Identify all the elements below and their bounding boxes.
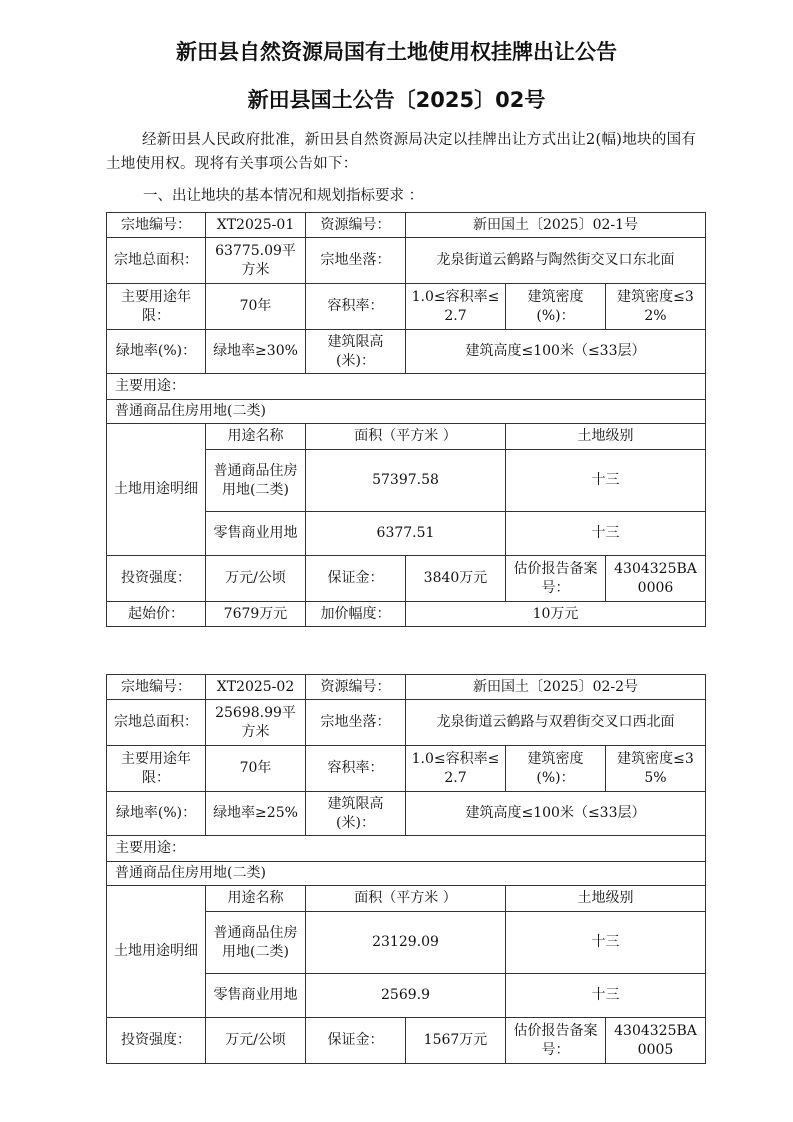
use-years-value: 70年: [206, 284, 306, 330]
deposit-value: 1567万元: [406, 1018, 506, 1064]
label-use-detail: 土地用途明细: [107, 424, 206, 556]
parcel-no-value: XT2025-01: [206, 213, 306, 238]
col-area: 面积（平方米 ）: [306, 424, 506, 450]
label-height-limit: 建筑限高(米)：: [306, 330, 406, 374]
use-name: 零售商业用地: [206, 512, 306, 556]
label-resource-no: 资源编号：: [306, 213, 406, 238]
col-area: 面积（平方米 ）: [306, 886, 506, 912]
height-limit-value: 建筑高度≤100米（≤33层）: [406, 792, 706, 836]
label-use-years: 主要用途年限：: [107, 746, 206, 792]
label-main-use: 主要用途：: [107, 836, 706, 862]
green-value: 绿地率≥25%: [206, 792, 306, 836]
label-deposit: 保证金：: [306, 1018, 406, 1064]
label-green: 绿地率(%)：: [107, 792, 206, 836]
far-value: 1.0≤容积率≤2.7: [406, 746, 506, 792]
label-main-use: 主要用途：: [107, 374, 706, 400]
use-name: 普通商品住房用地(二类): [206, 450, 306, 512]
use-grade: 十三: [506, 974, 706, 1018]
label-use-years: 主要用途年限：: [107, 284, 206, 330]
resource-no-value: 新田国土〔2025〕02-2号: [406, 675, 706, 700]
start-price-value: 7679万元: [206, 602, 306, 627]
col-use-name: 用途名称: [206, 886, 306, 912]
invest-value: 万元/公顷: [206, 1018, 306, 1064]
label-appraisal: 估价报告备案号：: [506, 556, 606, 602]
use-grade: 十三: [506, 512, 706, 556]
label-total-area: 宗地总面积：: [107, 700, 206, 746]
green-value: 绿地率≥30%: [206, 330, 306, 374]
appraisal-value: 4304325BA0006: [606, 556, 706, 602]
intro-paragraph: 经新田县人民政府批准，新田县自然资源局决定以挂牌出让方式出让2(幅)地块的国有土地使用权。现将有关事项公告如下：: [106, 132, 697, 172]
use-area: 2569.9: [306, 974, 506, 1018]
col-use-name: 用途名称: [206, 424, 306, 450]
label-deposit: 保证金：: [306, 556, 406, 602]
use-area: 57397.58: [306, 450, 506, 512]
main-use-value: 普通商品住房用地(二类): [107, 862, 706, 886]
label-far: 容积率：: [306, 746, 406, 792]
section-heading: 一、出让地块的基本情况和规划指标要求 ：: [143, 188, 424, 204]
col-grade: 土地级别: [506, 424, 706, 450]
total-area-value: 63775.09平方米: [206, 238, 306, 284]
label-start-price: 起始价：: [107, 602, 206, 627]
use-years-value: 70年: [206, 746, 306, 792]
use-grade: 十三: [506, 912, 706, 974]
label-invest: 投资强度：: [107, 556, 206, 602]
use-name: 零售商业用地: [206, 974, 306, 1018]
use-area: 6377.51: [306, 512, 506, 556]
document-title: 新田县自然资源局国有土地使用权挂牌出让公告: [176, 40, 617, 64]
far-value: 1.0≤容积率≤2.7: [406, 284, 506, 330]
appraisal-value: 4304325BA0005: [606, 1018, 706, 1064]
label-density: 建筑密度(%)：: [506, 746, 606, 792]
increment-value: 10万元: [406, 602, 706, 627]
label-total-area: 宗地总面积：: [107, 238, 206, 284]
location-value: 龙泉街道云鹤路与陶然街交叉口东北面: [406, 238, 706, 284]
label-use-detail: 土地用途明细: [107, 886, 206, 1018]
location-value: 龙泉街道云鹤路与双碧街交叉口西北面: [406, 700, 706, 746]
label-location: 宗地坐落：: [306, 700, 406, 746]
label-parcel-no: 宗地编号：: [107, 675, 206, 700]
total-area-value: 25698.99平方米: [206, 700, 306, 746]
parcel-table-1: [106, 212, 706, 627]
label-density: 建筑密度(%)：: [506, 284, 606, 330]
height-limit-value: 建筑高度≤100米（≤33层）: [406, 330, 706, 374]
deposit-value: 3840万元: [406, 556, 506, 602]
use-area: 23129.09: [306, 912, 506, 974]
label-appraisal: 估价报告备案号：: [506, 1018, 606, 1064]
invest-value: 万元/公顷: [206, 556, 306, 602]
document-number: 新田县国土公告〔2025〕02号: [247, 88, 546, 112]
parcel-table-2: [106, 674, 706, 1064]
label-invest: 投资强度：: [107, 1018, 206, 1064]
label-location: 宗地坐落：: [306, 238, 406, 284]
density-value: 建筑密度≤32%: [606, 284, 706, 330]
label-increment: 加价幅度：: [306, 602, 406, 627]
parcel-no-value: XT2025-02: [206, 675, 306, 700]
use-grade: 十三: [506, 450, 706, 512]
density-value: 建筑密度≤35%: [606, 746, 706, 792]
use-name: 普通商品住房用地(二类): [206, 912, 306, 974]
label-resource-no: 资源编号：: [306, 675, 406, 700]
main-use-value: 普通商品住房用地(二类): [107, 400, 706, 424]
resource-no-value: 新田国土〔2025〕02-1号: [406, 213, 706, 238]
label-green: 绿地率(%)：: [107, 330, 206, 374]
col-grade: 土地级别: [506, 886, 706, 912]
label-far: 容积率：: [306, 284, 406, 330]
label-height-limit: 建筑限高(米)：: [306, 792, 406, 836]
label-parcel-no: 宗地编号：: [107, 213, 206, 238]
